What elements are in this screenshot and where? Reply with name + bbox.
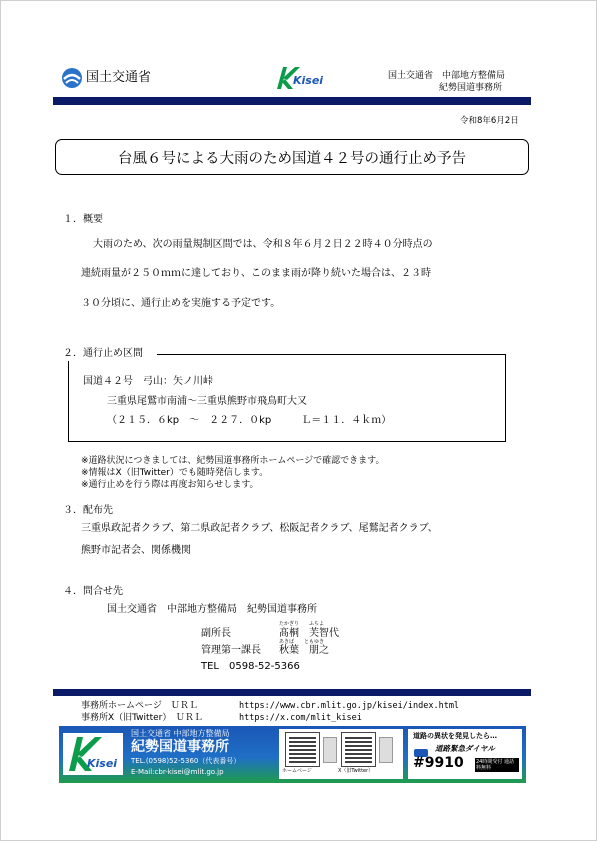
qr2-caption: X（旧Twitter） (338, 768, 374, 774)
qr1-caption: ホームページ (282, 768, 312, 774)
contact2-ruby: あきば ともゆき (279, 639, 325, 645)
section3-heading: ３．配布先 (63, 505, 113, 516)
x-url-label: 事務所X（旧Twitter） ＵＲＬ (81, 713, 203, 723)
section1-line: 連続雨量が２５０ｍｍに達しており、このまま雨が降り続いた場合は、２３時 (81, 268, 431, 279)
dial-note: 24時間受付 通話料無料 (475, 758, 519, 772)
contact1-title: 副所長 (201, 628, 231, 639)
dial-number: #9910 (413, 755, 464, 771)
x-url[interactable]: https://x.com/mlit_kisei (239, 713, 362, 723)
hp-url-label: 事務所ホームページ ＵＲＬ (81, 701, 198, 711)
issue-date: 令和8年6月2日 (460, 116, 519, 126)
org-line-1: 国土交通省 中部地方整備局 (388, 71, 506, 81)
footer-office-name: 紀勢国道事務所 (131, 739, 229, 755)
route-name: 国道４２号 弓山：矢ノ川峠 (83, 376, 213, 387)
section1-line: 大雨のため、次の雨量規制区間では、令和８年６月２日２２時４０分時点の (93, 239, 433, 250)
note-line: ※通行止めを行う際は再度お知らせします。 (81, 480, 259, 490)
header-rule (53, 97, 531, 105)
footer-email: E-Mail:cbr-kisei@mlit.go.jp (131, 768, 224, 776)
route-area: 三重県尾鷲市南浦～三重県熊野市飛鳥町大又 (107, 396, 307, 407)
route-range: （２１５．６kp ～ ２２７．０kp Ｌ＝１１．４ｋｍ） (107, 415, 392, 426)
section4-heading: ４．問合せ先 (63, 586, 123, 597)
note-line: ※情報はX（旧Twitter）でも随時発信します。 (81, 468, 269, 478)
footer-kisei-logo (63, 733, 123, 775)
contact2-name: 秋葉 朋之 (279, 645, 329, 656)
qr-code-x[interactable] (341, 732, 376, 767)
contact2-title: 管理第一課長 (201, 645, 261, 656)
qr-icon (379, 737, 393, 763)
section1-line: ３０分頃に、通行止めを実施する予定です。 (81, 298, 281, 309)
qr-code-homepage[interactable] (285, 732, 320, 767)
mlit-emblem-icon (61, 67, 83, 89)
distribution-line: 熊野市記者会、関係機関 (81, 545, 191, 556)
org-line-2: 紀勢国道事務所 (439, 83, 503, 93)
page-title-box (55, 139, 529, 175)
section2-heading: ２．通行止め区間 (63, 347, 149, 361)
section1-heading: １．概要 (63, 214, 103, 225)
note-line: ※道路状況につきましては、紀勢国道事務所ホームページで確認できます。 (81, 456, 385, 466)
contact1-name: 髙桐 芙智代 (279, 628, 339, 639)
qr-icon (323, 737, 337, 763)
footer-rule (53, 689, 531, 696)
footer-line-1: 国土交通省 中部地方整備局 (131, 729, 230, 738)
mlit-logo-text: 国土交通省 (86, 70, 152, 85)
contact1-ruby: たかぎり ふちよ (279, 621, 325, 627)
dial-label: 道路緊急ダイヤル (435, 744, 495, 753)
contact-org: 国土交通省 中部地方整備局 紀勢国道事務所 (107, 604, 317, 615)
footer-tel: TEL.(0598)52-5360（代表番号） (131, 757, 241, 765)
kisei-logo-text: Kisei (293, 74, 324, 87)
mlit-logo (61, 67, 165, 91)
contact-tel: TEL 0598-52-5366 (201, 661, 300, 672)
phone-icon (413, 743, 429, 753)
page-title: 台風６号による大雨のため国道４２号の通行止め予告 (118, 150, 466, 167)
road-report-text: 道路の異状を発見したら… (413, 732, 497, 740)
kisei-logo (273, 65, 325, 91)
footer-kisei-logo-text: Kisei (87, 757, 118, 770)
hp-url[interactable]: https://www.cbr.mlit.go.jp/kisei/index.html (239, 701, 460, 711)
distribution-line: 三重県政記者クラブ、第二県政記者クラブ、松阪記者クラブ、尾鷲記者クラブ、 (81, 523, 438, 534)
